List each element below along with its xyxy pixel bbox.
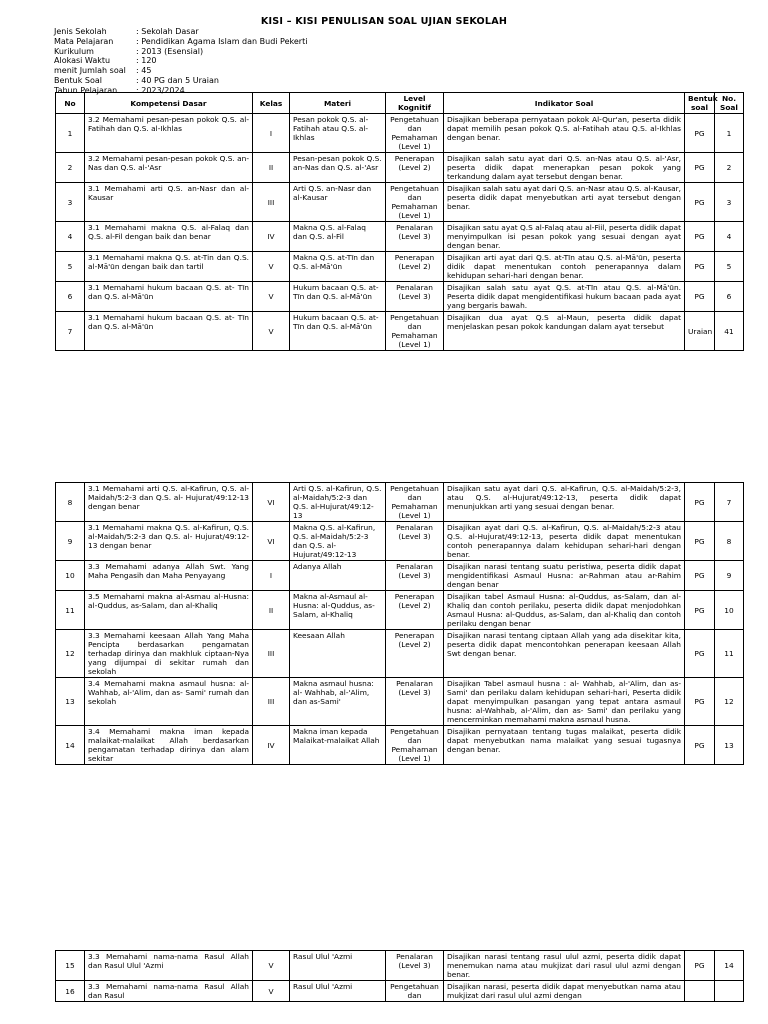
cell-no-soal: 7	[715, 483, 744, 522]
info-value: : 120	[136, 56, 157, 66]
cell-kompetensi-dasar: 3.1 Memahami arti Q.S. an-Nasr dan al-Kausar	[85, 183, 253, 222]
cell-level-kognitif: Pengetahuan dan	[386, 981, 444, 1002]
cell-bentuk-soal: PG	[685, 678, 715, 726]
cell-kelas: II	[253, 591, 290, 630]
cell-no: 13	[56, 678, 85, 726]
table-row	[56, 951, 744, 981]
cell-no: 16	[56, 981, 85, 1002]
info-label: Tahun Pelajaran	[54, 85, 118, 95]
cell-kompetensi-dasar: 3.4 Memahami makna iman kepada malaikat-malaikat Allah berdasarkan pengamatan terhadap dirinya dan alam sekitar	[85, 726, 253, 765]
cell-level-kognitif: Penalaran (Level 3)	[386, 522, 444, 561]
cell-level-kognitif: Penerapan (Level 2)	[386, 630, 444, 678]
cell-no-soal: 9	[715, 561, 744, 591]
cell-kompetensi-dasar: 3.2 Memahami pesan-pesan pokok Q.S. al-Fatihah dan Q.S. al-Ikhlas	[85, 114, 253, 153]
info-row	[54, 76, 307, 86]
column-header: No. Soal	[715, 93, 744, 114]
cell-bentuk-soal: PG	[685, 522, 715, 561]
cell-level-kognitif: Pengetahuan dan Pemahaman (Level 1)	[386, 726, 444, 765]
cell-indikator: Disajikan satu ayat Q.S al-Falaq atau al-Fiil, peserta didik dapat menyimpulkan isi pesan pokok yang sesuai dengan ayat dengan benar.	[444, 222, 685, 252]
cell-no: 12	[56, 630, 85, 678]
cell-materi: Pesan pokok Q.S. al-Fatihah atau Q.S. al-Ikhlas	[290, 114, 386, 153]
cell-no-soal: 8	[715, 522, 744, 561]
column-header: Kelas	[253, 93, 290, 114]
cell-level-kognitif: Pengetahuan dan Pemahaman (Level 1)	[386, 483, 444, 522]
cell-level-kognitif: Penerapan (Level 2)	[386, 252, 444, 282]
info-label: Bentuk Soal	[54, 75, 102, 85]
cell-materi: Rasul Ulul 'Azmi	[290, 981, 386, 1002]
cell-no: 1	[56, 114, 85, 153]
cell-kelas: III	[253, 678, 290, 726]
info-value: : 2013 (Esensial)	[136, 46, 204, 56]
cell-no: 2	[56, 153, 85, 183]
info-value: : 40 PG dan 5 Uraian	[136, 75, 219, 85]
cell-kelas: I	[253, 114, 290, 153]
cell-materi: Keesaan Allah	[290, 630, 386, 678]
cell-materi: Adanya Allah	[290, 561, 386, 591]
table-row	[56, 561, 744, 591]
info-label: menit Jumlah soal	[54, 66, 126, 76]
cell-kelas: IV	[253, 726, 290, 765]
cell-no-soal: 6	[715, 282, 744, 312]
table-row	[56, 252, 744, 282]
info-row	[54, 66, 307, 76]
cell-kompetensi-dasar: 3.1 Memahami makna Q.S. al-Falaq dan Q.S. al-Fil dengan baik dan benar	[85, 222, 253, 252]
cell-no-soal: 5	[715, 252, 744, 282]
cell-no-soal: 11	[715, 630, 744, 678]
cell-bentuk-soal: PG	[685, 561, 715, 591]
cell-indikator: Disajikan narasi tentang rasul ulul azmi, peserta didik dapat menemukan nama atau mukjizat dari rasul ulul azmi dengan benar.	[444, 951, 685, 981]
cell-level-kognitif: Pengetahuan dan Pemahaman (Level 1)	[386, 312, 444, 351]
cell-materi: Arti Q.S. an-Nasr dan al-Kausar	[290, 183, 386, 222]
cell-no: 3	[56, 183, 85, 222]
cell-materi: Hukum bacaan Q.S. at-Tīn dan Q.S. al-Mā'ūn	[290, 312, 386, 351]
info-value: : Sekolah Dasar	[136, 27, 199, 36]
cell-kelas: V	[253, 282, 290, 312]
cell-materi: Makna Q.S. at-Tīn dan Q.S. al-Mā'ūn	[290, 252, 386, 282]
table-row	[56, 591, 744, 630]
cell-no-soal: 10	[715, 591, 744, 630]
table-row	[56, 114, 744, 153]
cell-no: 9	[56, 522, 85, 561]
cell-indikator: Disajikan arti ayat dari Q.S. at-Tīn atau Q.S. al-Mā'ūn, peserta didik dapat menentukan contoh penerapannya dalam kehidupan sehari-hari dengan benar.	[444, 252, 685, 282]
cell-indikator: Disajikan tabel Asmaul Husna: al-Quddus, as-Salam, dan al-Khaliq dan contoh perilaku, peserta didik dapat menjodohkan Asmaul Husna: al-Quddus, as-Salam, dan al-Khaliq dan contoh perilaku dengan benar	[444, 591, 685, 630]
info-label: Mata Pelajaran	[54, 36, 114, 46]
cell-kelas: V	[253, 252, 290, 282]
cell-indikator: Disajikan pernyataan tentang tugas malaikat, peserta didik dapat menyebutkan nama malaikat yang sesuai tugasnya dengan benar.	[444, 726, 685, 765]
cell-kelas: IV	[253, 222, 290, 252]
info-row	[54, 56, 307, 66]
column-header: Materi	[290, 93, 386, 114]
column-header: Bentuk soal	[685, 93, 715, 114]
table-row	[56, 483, 744, 522]
cell-level-kognitif: Penalaran (Level 3)	[386, 951, 444, 981]
kisi-table-part-1	[55, 92, 744, 351]
cell-indikator: Disajikan narasi, peserta didik dapat menyebutkan nama atau mukjizat dari rasul ulul azmi dengan	[444, 981, 685, 1002]
cell-kelas: III	[253, 183, 290, 222]
cell-indikator: Disajikan dua ayat Q.S al-Maun, peserta didik dapat menjelaskan pesan pokok kandungan dalam ayat tersebut	[444, 312, 685, 351]
cell-bentuk-soal: PG	[685, 726, 715, 765]
cell-kompetensi-dasar: 3.4 Memahami makna asmaul husna: al- Wahhab, al-'Alim, dan as- Sami' rumah dan sekolah	[85, 678, 253, 726]
cell-indikator: Disajikan salah satu ayat dari Q.S. an-Nasr atau Q.S. al-Kausar, peserta didik dapat menyebutkan arti ayat tersebut dengan benar.	[444, 183, 685, 222]
cell-kelas: III	[253, 630, 290, 678]
cell-kompetensi-dasar: 3.2 Memahami pesan-pesan pokok Q.S. an-Nas dan Q.S. al-'Asr	[85, 153, 253, 183]
cell-no-soal: 14	[715, 951, 744, 981]
cell-no-soal: 13	[715, 726, 744, 765]
cell-indikator: Disajikan salah satu ayat dari Q.S. an-Nas atau Q.S. al-'Asr, peserta didik dapat menerapkan pesan pokok yang terkandung dalam ayat tersebut dengan benar.	[444, 153, 685, 183]
cell-kelas: II	[253, 153, 290, 183]
cell-no-soal: 4	[715, 222, 744, 252]
cell-materi: Pesan-pesan pokok Q.S. an-Nas dan Q.S. al-'Asr	[290, 153, 386, 183]
cell-no-soal: 1	[715, 114, 744, 153]
table-header-row	[56, 93, 744, 114]
cell-kompetensi-dasar: 3.3 Memahami keesaan Allah Yang Maha Pencipta berdasarkan pengamatan terhadap dirinya dan makhluk ciptaan-Nya yang dijumpai di sekitar rumah dan sekolah	[85, 630, 253, 678]
cell-level-kognitif: Penalaran (Level 3)	[386, 561, 444, 591]
cell-kelas: VI	[253, 522, 290, 561]
cell-kompetensi-dasar: 3.3 Memahami nama-nama Rasul Allah dan Rasul Ulul 'Azmi	[85, 951, 253, 981]
table-row	[56, 726, 744, 765]
cell-level-kognitif: Penerapan (Level 2)	[386, 153, 444, 183]
cell-bentuk-soal: PG	[685, 630, 715, 678]
cell-bentuk-soal: PG	[685, 282, 715, 312]
cell-no-soal	[715, 981, 744, 1002]
cell-bentuk-soal: PG	[685, 114, 715, 153]
cell-level-kognitif: Pengetahuan dan Pemahaman (Level 1)	[386, 183, 444, 222]
column-header: Indikator Soal	[444, 93, 685, 114]
cell-materi: Makna Q.S. al-Kafirun, Q.S. al-Maidah/5:2-3 dan Q.S. al-Hujurat/49:12-13	[290, 522, 386, 561]
cell-kelas: I	[253, 561, 290, 591]
kisi-table-part-2	[55, 482, 744, 765]
cell-no: 5	[56, 252, 85, 282]
cell-materi: Makna al-Asmaul al-Husna: al-Quddus, as- Salam, al-Khaliq	[290, 591, 386, 630]
cell-no: 11	[56, 591, 85, 630]
cell-kompetensi-dasar: 3.1 Memahami arti Q.S. al-Kafirun, Q.S. al-Maidah/5:2-3 dan Q.S. al- Hujurat/49:12-13 dengan benar	[85, 483, 253, 522]
page-title: KISI – KISI PENULISAN SOAL UJIAN SEKOLAH	[260, 16, 508, 27]
info-row	[54, 37, 307, 47]
cell-kelas: V	[253, 951, 290, 981]
cell-bentuk-soal: PG	[685, 222, 715, 252]
table-row	[56, 678, 744, 726]
cell-no-soal: 41	[715, 312, 744, 351]
cell-no: 8	[56, 483, 85, 522]
column-header: Kompetensi Dasar	[85, 93, 253, 114]
info-label: Jenis Sekolah	[54, 27, 107, 36]
cell-kelas: VI	[253, 483, 290, 522]
cell-bentuk-soal: PG	[685, 183, 715, 222]
cell-no: 4	[56, 222, 85, 252]
cell-kompetensi-dasar: 3.1 Memahami makna Q.S. al-Kafirun, Q.S. al-Maidah/5:2-3 dan Q.S. al- Hujurat/49:12-13 dengan benar	[85, 522, 253, 561]
cell-level-kognitif: Pengetahuan dan Pemahaman (Level 1)	[386, 114, 444, 153]
info-row	[54, 27, 307, 37]
cell-materi: Makna asmaul husna: al- Wahhab, al-'Alim, dan as-Sami'	[290, 678, 386, 726]
cell-kompetensi-dasar: 3.3 Memahami adanya Allah Swt. Yang Maha Pengasih dan Maha Penyayang	[85, 561, 253, 591]
table-row	[56, 153, 744, 183]
table-row	[56, 981, 744, 1002]
cell-no: 15	[56, 951, 85, 981]
cell-indikator: Disajikan narasi tentang ciptaan Allah yang ada disekitar kita, peserta didik dapat mencontohkan penerapan keesaan Allah Swt dengan benar.	[444, 630, 685, 678]
cell-materi: Arti Q.S. al-Kafirun, Q.S. al-Maidah/5:2-3 dan Q.S. al-Hujurat/49:12-13	[290, 483, 386, 522]
cell-no-soal: 12	[715, 678, 744, 726]
cell-bentuk-soal: Uraian	[685, 312, 715, 351]
info-row	[54, 47, 307, 57]
table-row	[56, 522, 744, 561]
cell-level-kognitif: Penalaran (Level 3)	[386, 678, 444, 726]
info-label: Kurikulum	[54, 46, 94, 56]
column-header: No	[56, 93, 85, 114]
info-value: : Pendidikan Agama Islam dan Budi Pekerti	[136, 36, 308, 46]
cell-indikator: Disajikan narasi tentang suatu peristiwa, peserta didik dapat mengidentifikasi Asmaul Husna: ar-Rahman atau ar-Rahim dengan benar	[444, 561, 685, 591]
cell-bentuk-soal	[685, 981, 715, 1002]
cell-bentuk-soal: PG	[685, 591, 715, 630]
info-value: : 45	[136, 66, 152, 76]
table-row	[56, 630, 744, 678]
cell-kelas: V	[253, 312, 290, 351]
cell-indikator: Disajikan satu ayat dari Q.S. al-Kafirun, Q.S. al-Maidah/5:2-3, atau Q.S. al-Hujurat/49:12-13, peserta didik dapat menunjukkan arti yang sesuai dengan benar.	[444, 483, 685, 522]
cell-materi: Rasul Ulul 'Azmi	[290, 951, 386, 981]
cell-materi: Makna Q.S. al-Falaq dan Q.S. al-Fil	[290, 222, 386, 252]
column-header: Level Kognitif	[386, 93, 444, 114]
cell-bentuk-soal: PG	[685, 153, 715, 183]
table-row	[56, 282, 744, 312]
cell-kelas: V	[253, 981, 290, 1002]
document-info	[54, 27, 307, 96]
table-row	[56, 222, 744, 252]
cell-level-kognitif: Penalaran (Level 3)	[386, 222, 444, 252]
cell-no-soal: 2	[715, 153, 744, 183]
cell-level-kognitif: Penerapan (Level 2)	[386, 591, 444, 630]
cell-indikator: Disajikan ayat dari Q.S. al-Kafirun, Q.S. al-Maidah/5:2-3 atau Q.S. al-Hujurat/49:12-13, peserta didik dapat menentukan contoh penerapannya dalam kehidupan sehari-hari dengan benar.	[444, 522, 685, 561]
cell-no-soal: 3	[715, 183, 744, 222]
cell-indikator: Disajikan Tabel asmaul husna : al- Wahhab, al-'Alim, dan as- Sami' dan perilaku dalam kehidupan sehari-hari, Peserta didik dapat menyimpulkan pasangan yang tepat antara asmaul husna: al-Wahhab, al-'Alim, dan as- Sami' dan perilaku yang mencerminkan memahami makna asmaul husna.	[444, 678, 685, 726]
cell-bentuk-soal: PG	[685, 951, 715, 981]
cell-materi: Makna iman kepada Malaikat-malaikat Allah	[290, 726, 386, 765]
cell-no: 6	[56, 282, 85, 312]
cell-materi: Hukum bacaan Q.S. at-Tīn dan Q.S. al-Mā'ūn	[290, 282, 386, 312]
cell-kompetensi-dasar: 3.1 Memahami hukum bacaan Q.S. at- Tīn dan Q.S. al-Mā'ūn	[85, 312, 253, 351]
cell-kompetensi-dasar: 3.1 Memahami hukum bacaan Q.S. at- Tīn dan Q.S. al-Mā'ūn	[85, 282, 253, 312]
cell-kompetensi-dasar: 3.3 Memahami nama-nama Rasul Allah dan Rasul	[85, 981, 253, 1002]
kisi-table-part-3	[55, 950, 744, 1002]
cell-kompetensi-dasar: 3.1 Memahami makna Q.S. at-Tin dan Q.S. al-Mā'ūn dengan baik dan tartil	[85, 252, 253, 282]
cell-no: 10	[56, 561, 85, 591]
info-value: : 2023/2024	[136, 85, 185, 95]
table-row	[56, 183, 744, 222]
cell-bentuk-soal: PG	[685, 252, 715, 282]
cell-no: 7	[56, 312, 85, 351]
info-label: Alokasi Waktu	[54, 56, 111, 66]
cell-indikator: Disajikan beberapa pernyataan pokok Al-Qur'an, peserta didik dapat memilih pesan pokok Q.S. al-Fatihah atau Q.S. al-Ikhlas dengan benar.	[444, 114, 685, 153]
cell-kompetensi-dasar: 3.5 Memahami makna al-Asmau al-Husna: al-Quddus, as-Salam, dan al-Khaliq	[85, 591, 253, 630]
cell-level-kognitif: Penalaran (Level 3)	[386, 282, 444, 312]
cell-indikator: Disajikan salah satu ayat Q.S. at-Tīn atau Q.S. al-Mā'ūn. Peserta didik dapat mengidentifikasi hukum bacaan pada ayat yang bergaris bawah.	[444, 282, 685, 312]
cell-bentuk-soal: PG	[685, 483, 715, 522]
table-row	[56, 312, 744, 351]
cell-no: 14	[56, 726, 85, 765]
